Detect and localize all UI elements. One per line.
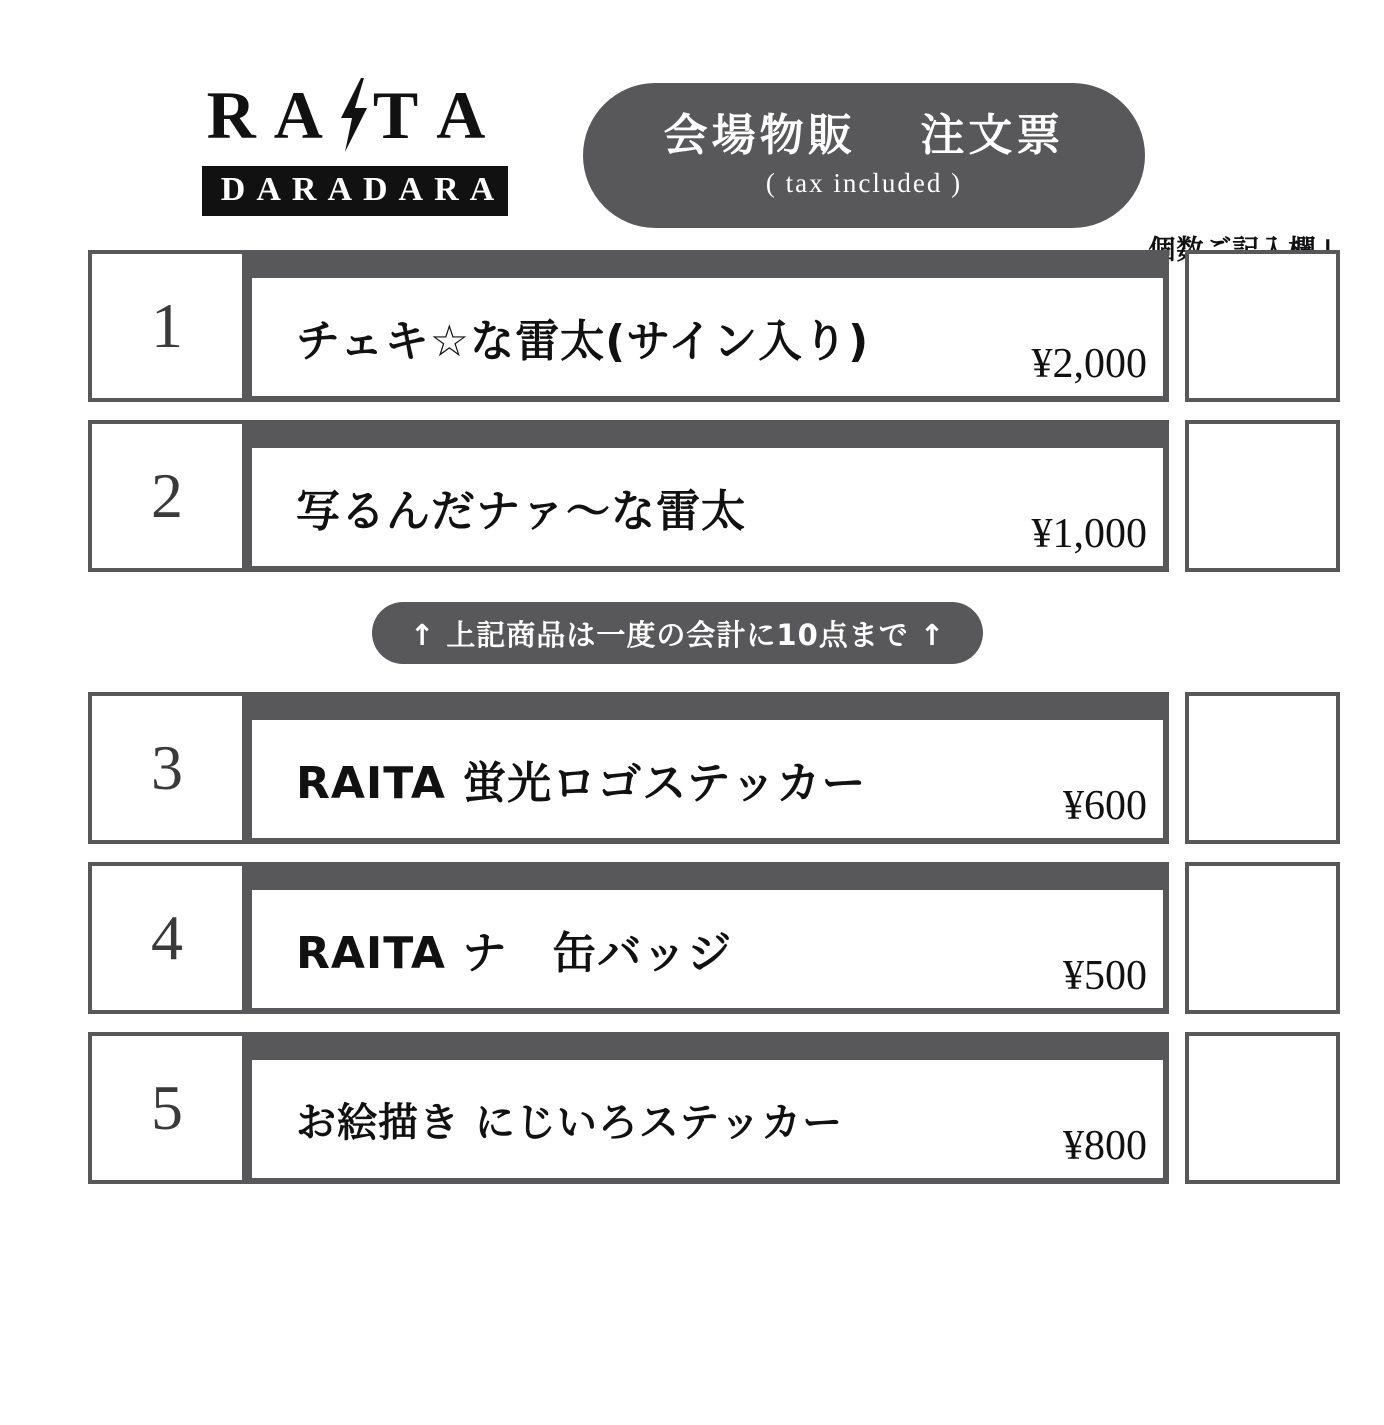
item-number: 5 — [88, 1032, 246, 1184]
item-price: ¥800 — [1063, 1123, 1147, 1169]
item-name: 写るんだナァ〜な雷太 — [296, 486, 746, 537]
page-title — [583, 83, 1145, 228]
purchase-limit-note-wrap — [0, 602, 1384, 664]
quantity-input[interactable] — [1185, 420, 1340, 572]
brand-logo-wordmark — [160, 78, 550, 152]
item-price: ¥1,000 — [1031, 511, 1147, 557]
item-detail — [246, 692, 1169, 844]
brand-logo-subtitle: DARADARA — [202, 166, 508, 216]
item-name: RAITA ナ 缶バッジ — [296, 928, 733, 979]
lightning-bolt-icon — [337, 78, 371, 152]
table-row — [0, 250, 1384, 402]
item-detail — [246, 1032, 1169, 1184]
tax-note: ( tax included ) — [765, 168, 963, 199]
page-title-left: 会場物販 — [663, 109, 856, 161]
logo-letter-a1: A — [273, 77, 341, 153]
page-title-right: 注文票 — [920, 109, 1065, 161]
brand-logo — [160, 78, 550, 216]
order-form-header — [0, 0, 1384, 250]
item-price: ¥2,000 — [1031, 341, 1147, 387]
table-row — [0, 862, 1384, 1014]
quantity-input[interactable] — [1185, 862, 1340, 1014]
logo-letter-a2: A — [436, 77, 504, 153]
item-name: お絵描き にじいろステッカー — [296, 1099, 844, 1146]
item-number: 4 — [88, 862, 246, 1014]
order-item-list — [0, 250, 1384, 1184]
quantity-input[interactable] — [1185, 1032, 1340, 1184]
item-price: ¥600 — [1063, 783, 1147, 829]
page-title-main — [663, 109, 1065, 161]
logo-letter-r: R — [206, 77, 274, 153]
table-row — [0, 692, 1384, 844]
table-row — [0, 420, 1384, 572]
item-detail — [246, 420, 1169, 572]
item-detail — [246, 862, 1169, 1014]
quantity-input[interactable] — [1185, 250, 1340, 402]
item-name: チェキ☆な雷太(サイン入り) — [296, 316, 870, 367]
item-name: RAITA 蛍光ロゴステッカー — [296, 758, 867, 809]
item-detail — [246, 250, 1169, 402]
item-number: 2 — [88, 420, 246, 572]
item-price: ¥500 — [1063, 953, 1147, 999]
item-number: 1 — [88, 250, 246, 402]
quantity-input[interactable] — [1185, 692, 1340, 844]
item-number: 3 — [88, 692, 246, 844]
logo-letter-t: T — [372, 77, 437, 153]
purchase-limit-note: ↑ 上記商品は一度の会計に10点まで ↑ — [372, 602, 983, 664]
table-row — [0, 1032, 1384, 1184]
